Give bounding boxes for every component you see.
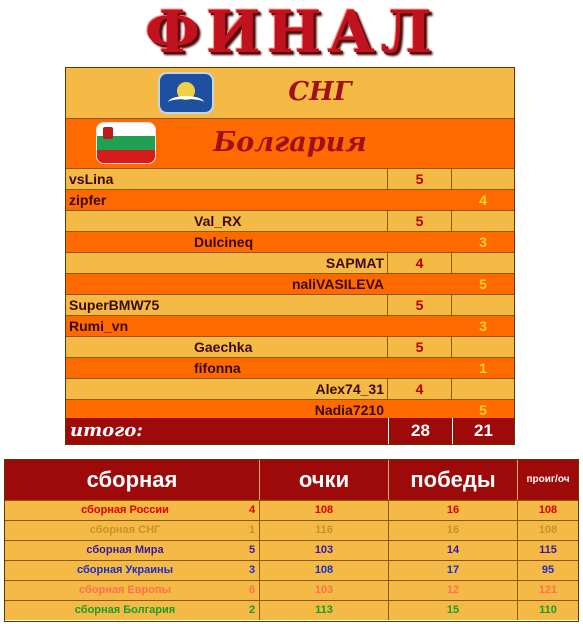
team-rank: 5: [245, 541, 260, 560]
score-team1: [388, 232, 452, 252]
team-name: сборная Украины: [76, 564, 173, 576]
score-team1: 5: [388, 295, 452, 315]
player-name: Val_RX: [66, 211, 388, 231]
total-team2: 21: [452, 418, 514, 444]
team-losses: 95: [541, 564, 555, 576]
team-losses: 108: [538, 524, 558, 536]
score-team1: [388, 400, 452, 420]
score-team2: 4: [479, 192, 487, 208]
standings-header: [5, 460, 578, 500]
match-row: [66, 169, 514, 190]
player-name: vsLina: [66, 169, 388, 189]
team-name: сборная Европы: [78, 584, 172, 596]
player-name: SuperBMW75: [66, 295, 388, 315]
score-team2: [452, 337, 514, 357]
score-team2: [452, 211, 514, 231]
team-wins: 14: [389, 541, 518, 560]
match-row: [66, 232, 514, 253]
total-team1: 28: [388, 418, 452, 444]
team-points: 116: [260, 521, 389, 540]
standings-row: [5, 560, 578, 580]
score-team2: [452, 169, 514, 189]
match-row: [66, 274, 514, 295]
score-team1: 4: [388, 253, 452, 273]
team-rank: 2: [245, 601, 260, 620]
score-team2: [452, 379, 514, 399]
final-match-table: [65, 67, 515, 445]
score-team2: 3: [479, 234, 487, 250]
score-team2: 5: [479, 402, 487, 418]
score-team2: [452, 253, 514, 273]
team-name: сборная СНГ: [89, 524, 161, 536]
team-losses: 108: [538, 504, 558, 516]
player-name: fifonna: [194, 360, 241, 376]
player-name: SAPMAT: [66, 253, 388, 273]
score-team1: [388, 316, 452, 336]
page-title: ФИНАЛ: [144, 0, 439, 66]
player-name: Dulcineq: [194, 234, 254, 250]
match-row: [66, 211, 514, 232]
team-rank: 1: [245, 521, 260, 540]
header-wins: победы: [389, 460, 518, 500]
header-team: сборная: [5, 460, 260, 500]
match-row: [66, 190, 514, 211]
match-rows: [66, 169, 514, 421]
score-team2: 3: [479, 318, 487, 334]
team1-name: СНГ: [288, 77, 352, 107]
standings-row: [5, 540, 578, 560]
player-name: Nadia7210: [314, 402, 384, 418]
player-name: Alex74_31: [66, 379, 388, 399]
team-wins: 15: [389, 601, 518, 620]
score-team2: 5: [479, 276, 487, 292]
standings-table: [4, 459, 579, 622]
match-row: [66, 316, 514, 337]
score-team1: 5: [388, 169, 452, 189]
score-team1: 4: [388, 379, 452, 399]
total-row: [66, 418, 514, 444]
standings-row: [5, 580, 578, 600]
team-name: сборная России: [81, 504, 169, 516]
team-rank: 6: [245, 581, 260, 600]
team-wins: 17: [389, 561, 518, 580]
team-wins: 16: [389, 501, 518, 520]
player-name: zipfer: [69, 192, 107, 208]
header-losses: проиг/оч: [526, 474, 570, 485]
player-name: Gaechka: [66, 337, 388, 357]
match-row: [66, 358, 514, 379]
match-row: [66, 337, 514, 358]
team2-name: Болгария: [213, 127, 367, 158]
header-points: очки: [260, 460, 389, 500]
score-team2: 1: [479, 360, 487, 376]
team-name: сборная Болгария: [74, 604, 176, 616]
score-team1: 5: [388, 211, 452, 231]
score-team2: [452, 295, 514, 315]
score-team1: [388, 274, 452, 294]
standings-row: [5, 520, 578, 540]
team-header-bulgaria: [66, 119, 514, 169]
team-points: 103: [260, 581, 389, 600]
total-label: итого:: [70, 420, 143, 441]
match-row: [66, 379, 514, 400]
score-team1: [388, 358, 452, 378]
standings-row: [5, 500, 578, 520]
standings-row: [5, 600, 578, 620]
team-points: 108: [260, 501, 389, 520]
score-team1: [388, 190, 452, 210]
team-wins: 16: [389, 521, 518, 540]
team-losses: 110: [539, 604, 557, 616]
team-losses: 121: [538, 584, 558, 596]
team-wins: 12: [389, 581, 518, 600]
player-name: Rumi_vn: [69, 318, 129, 334]
player-name: naliVASILEVA: [291, 276, 384, 292]
team-name: сборная Мира: [86, 544, 164, 556]
team-points: 108: [260, 561, 389, 580]
team-points: 103: [260, 541, 389, 560]
score-team1: 5: [388, 337, 452, 357]
team-header-cis: [66, 68, 514, 119]
team-points: 113: [260, 601, 389, 620]
match-row: [66, 253, 514, 274]
team-rank: 3: [245, 561, 260, 580]
team-losses: 115: [539, 544, 557, 556]
match-row: [66, 295, 514, 316]
team-rank: 4: [245, 501, 260, 520]
